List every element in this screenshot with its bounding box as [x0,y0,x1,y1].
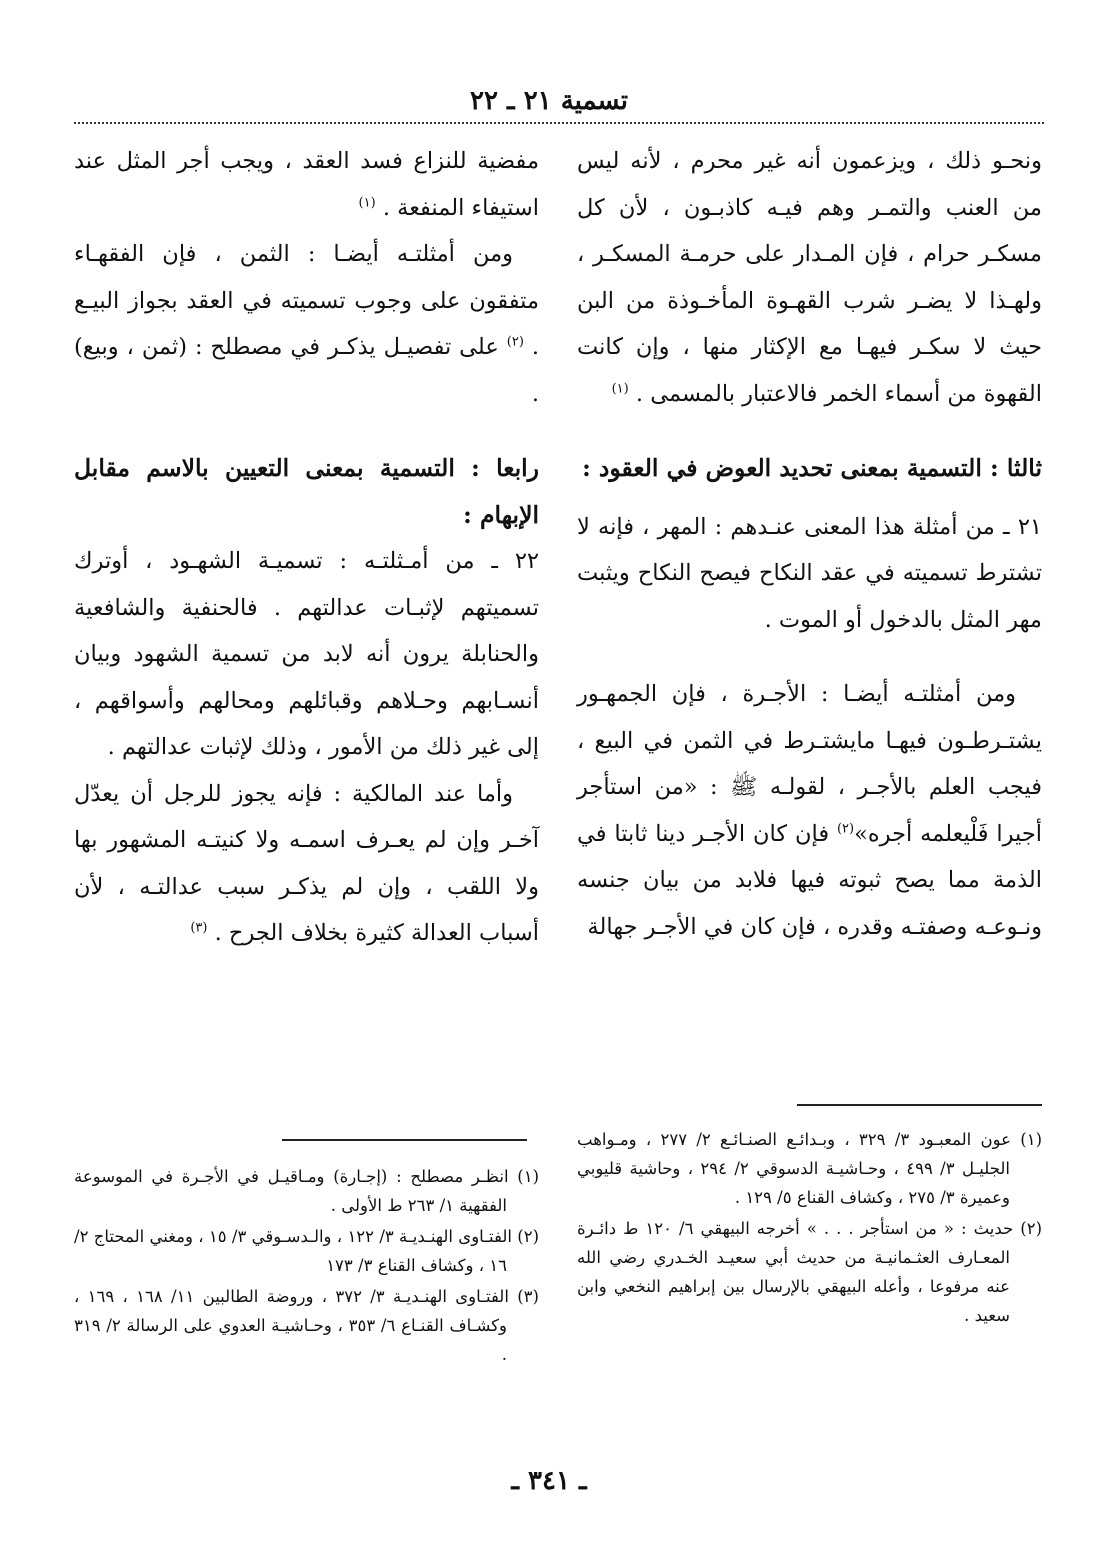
spacer [577,417,1042,445]
thaman-text-b: على تفصيـل يذكـر في مصطلح : (ثمن ، وبيع) . [74,334,539,407]
thaman-text-a: ومن أمثلتـه أيضـا : الثمن ، فإن الفقهـاء متفقون على وجوب تسميته في العقد بجواز البيـع . [74,241,539,360]
header-divider [74,122,1044,124]
section-heading-thalithan: ثالثا : التسمية بمعنى تحديد العوض في العقود : [582,454,1042,482]
spacer [74,417,539,445]
section-heading-rabian: رابعا : التسمية بمعنى التعيين بالاسم مقابل الإبهام : [74,454,539,529]
footnote-item: (٢) الفتـاوى الهنـديـة ٣/ ١٢٢ ، والـدسـوقي ٣/ ١٥ ، ومغني المحتاج ٢/ ١٦ ، وكشاف القناع ٣/ ١٧٣ [74,1227,540,1275]
continuation-text: مفضية للنزاع فسد العقد ، ويجب أجر المثل عند استيفاء المنفعة . [74,148,539,221]
thaman-paragraph [74,231,539,417]
footnotes-right [577,1125,1042,1332]
right-column [577,138,1042,950]
ujra-paragraph [577,671,1042,950]
paragraph-22: ٢٢ ـ من أمـثلتـه : تسميـة الشهـود ، أوترك تسميتهم لإثبـات عدالتهم . فالحنفية والشافعية والحنابلة يرون أنه لابد من تسمية الشهود وبيان أنسـابهم وحـلاهم وقبائلهم ومحالهم وأسواقهم ، إلى غير ذلك من الأمور ، وذلك لإثبات عدالتهم . [74,548,539,760]
footnote-item: (١) انظـر مصطلح : (إجـارة) ومـاقيـل في الأجـرة في الموسوعة الفقهية ١/ ٢٦٣ ط الأولى . [74,1167,539,1215]
maliki-text: وأما عند المالكية : فإنه يجوز للرجل أن يعدّل آخـر وإن لم يعـرف اسمـه ولا كنيتـه المشهور بها ولا اللقب ، وإن لم يذكـر سبب عدالتـه ، لأن أسباب العدالة كثيرة بخلاف الجرح . [74,780,539,946]
footnote-item: (٣) الفتـاوى الهنـديـة ٣/ ٣٧٢ ، وروضة الطالبين ١١/ ١٦٨ ، ١٦٩ ، وكشـاف القنـاع ٦/ ٣٥٣ ، وحـاشيـة العدوي على الرسالة ٢/ ٣١٩ . [74,1287,539,1364]
maliki-paragraph [74,771,539,957]
ujra-text-a: ومن أمثلتـه أيضـا : الأجـرة ، فإن الجمهـور يشتـرطـون فيهـا مايشتـرط في الثمن في البيع ، فيجب العلم بالأجـر ، لقولـه ﷺ : «من استأجر أجيرا فَلْيعلمه أجره» [577,681,1042,847]
footnote-ref: (٢) [506,334,524,350]
intro-text: ونحـو ذلك ، ويزعمون أنه غير محرم ، لأنه ليس من العنب والتمـر وهم فيـه كاذبـون ، لأن كل مسكـر حرام ، فإن المـدار على حرمـة المسكـر ، ولهـذا لا يضـر شرب القهـوة المأخـوذة من البن حيث لا سكـر فيهـا مع الإكثار منها ، وإن كانت القهوة من أسماء الخمر فالاعتبار بالمسمى . [577,148,1042,407]
footnote-item: (١) عون المعبـود ٣/ ٣٢٩ ، وبـدائـع الصنـائـع ٢/ ٢٧٧ ، ومـواهب الجليـل ٣/ ٤٩٩ ، وحـاشيـة الدسوقي ٢/ ٢٩٤ ، وحاشية قليوبي وعميرة ٣/ ٢٧٥ ، وكشاف القناع ٥/ ١٢٩ . [577,1130,1042,1207]
page-header-title: تسمية ٢١ ـ ٢٢ [470,86,628,116]
ujra-text-b: فإن كان الأجـر دينا ثابتا في الذمة مما يصح ثبوته فيها فلابد من بيان جنسه ونـوعـه وصفتـه وقدره ، فإن كان في الأجـر جهالة [577,820,1042,940]
footnote-ref: (١) [358,195,376,210]
footnote-ref: (٢) [836,821,855,836]
footnote-ref: (٣) [190,920,208,936]
intro-paragraph [577,138,1042,417]
spacer [577,643,1042,671]
footnote-ref: (١) [611,381,629,396]
footnote-divider-left [282,1139,527,1141]
continuation-paragraph [74,138,539,231]
paragraph-21: ٢١ ـ من أمثلة هذا المعنى عنـدهم : المهر ، فإنه لا تشترط تسميته في عقد النكاح فيصح النكاح ويثبت مهر المثل بالدخول أو الموت . [577,513,1042,633]
footnote-item: (٢) حديث : « من استأجر . . . » أخرجه البيهقي ٦/ ١٢٠ ط دائـرة المعـارف العثـمانيـة من حديث أبي سعيـد الخـدري رضي الله عنه مرفوعا ، وأعله البيهقي بالإرسال بين إبراهيم النخعي وابن سعيد . [577,1219,1042,1325]
footnotes-left [74,1162,539,1371]
left-column [74,138,539,957]
footnote-divider-right [797,1104,1042,1106]
page-number: ـ ٣٤١ ـ [511,1466,587,1496]
